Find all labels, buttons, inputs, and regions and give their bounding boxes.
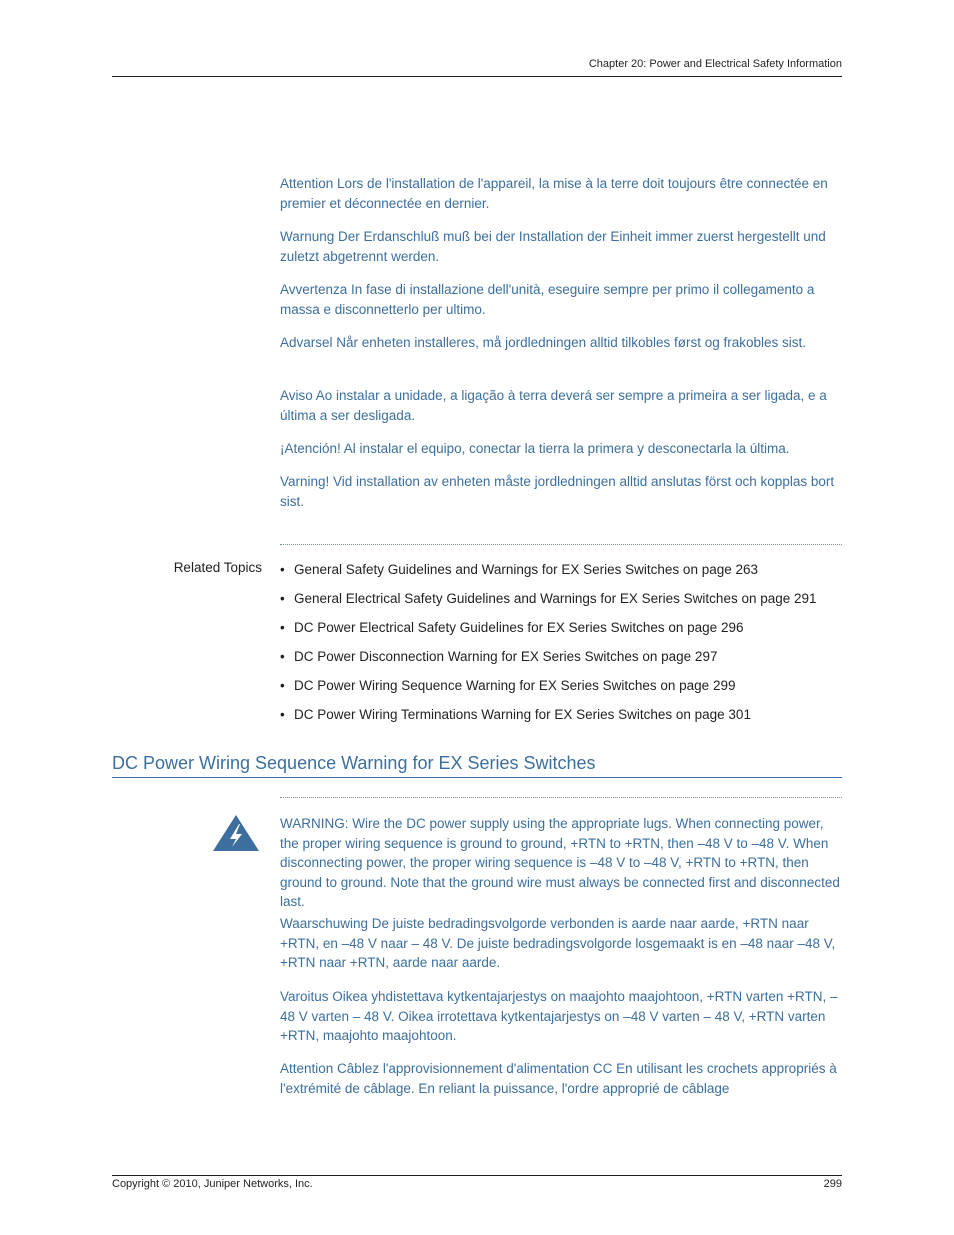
bullet: • bbox=[280, 562, 285, 577]
translation-text: Der Erdanschluß muß bei der Installation der Einheit immer zuerst hergestellt und zuletzt abgetrennt werden. bbox=[280, 229, 826, 264]
translation-text: In fase di installazione dell'unità, eseguire sempre per primo il collegamento a massa e disconnetterlo per ultimo. bbox=[280, 282, 815, 317]
translation-lead: Aviso bbox=[280, 388, 313, 403]
translation-lead: ¡Atención! bbox=[280, 441, 341, 456]
page-number: 299 bbox=[823, 1178, 842, 1190]
bullet: • bbox=[280, 620, 285, 635]
translation-text: De juiste bedradingsvolgorde verbonden is aarde naar aarde, +RTN naar +RTN, en –48 V naar – 48 V. De juiste bedradingsvolgorde losgemaakt is en –48 naar –48 V, +RTN naar +RTN, aarde naar aarde. bbox=[280, 916, 836, 970]
translation-es bbox=[280, 439, 842, 459]
related-topic-link[interactable]: • DC Power Wiring Terminations Warning for EX Series Switches on page 301 bbox=[280, 707, 751, 722]
copyright-text: Copyright © 2010, Juniper Networks, Inc. bbox=[112, 1178, 313, 1190]
bullet: • bbox=[280, 649, 285, 664]
translation-text: Lors de l'installation de l'appareil, la mise à la terre doit toujours être connectée en premier et déconnectée en dernier. bbox=[280, 176, 828, 211]
related-topic-link[interactable]: • General Safety Guidelines and Warnings for EX Series Switches on page 263 bbox=[280, 562, 759, 577]
translation-fr-2 bbox=[280, 1059, 842, 1098]
bullet: • bbox=[280, 678, 285, 693]
translation-text: Ao instalar a unidade, a ligação à terra deverá ser sempre a primeira a ser ligada, e a última a ser desligada. bbox=[280, 388, 827, 423]
dotted-divider bbox=[280, 544, 842, 545]
related-topics-label: Related Topics bbox=[173, 560, 262, 575]
section-title: DC Power Wiring Sequence Warning for EX Series Switches bbox=[112, 751, 842, 778]
running-header: Chapter 20: Power and Electrical Safety Information bbox=[588, 58, 842, 70]
related-topic-link[interactable]: • DC Power Disconnection Warning for EX Series Switches on page 297 bbox=[280, 649, 718, 664]
translation-lead: Waarschuwing bbox=[280, 916, 369, 931]
lightning-warning-icon bbox=[212, 814, 260, 852]
translation-lead: Varning! bbox=[280, 474, 330, 489]
related-topics-list bbox=[280, 560, 850, 734]
translation-nl bbox=[280, 914, 842, 973]
related-topic-link[interactable]: • DC Power Wiring Sequence Warning for EX Series Switches on page 299 bbox=[280, 678, 736, 693]
translation-lead: Advarsel bbox=[280, 335, 333, 350]
translation-lead: Varoitus bbox=[280, 989, 329, 1004]
translation-fi bbox=[280, 987, 842, 1046]
translation-it bbox=[280, 280, 842, 319]
bullet: • bbox=[280, 591, 285, 606]
translation-lead: Attention bbox=[280, 1061, 334, 1076]
footer-rule bbox=[112, 1175, 842, 1176]
translation-text: Câblez l'approvisionnement d'alimentation CC En utilisant les crochets appropriés à l'extrémité de câblage. En reliant la puissance, l'ordre approprié de câblage bbox=[280, 1061, 837, 1096]
header-rule bbox=[112, 76, 842, 77]
translation-lead: Attention bbox=[280, 176, 334, 191]
translation-lead: Avvertenza bbox=[280, 282, 348, 297]
translation-text: Når enheten installeres, må jordledningen alltid tilkobles først og frakobles sist. bbox=[332, 335, 807, 350]
translation-no bbox=[280, 333, 842, 353]
translation-fr bbox=[280, 174, 842, 213]
related-topic-link[interactable]: • DC Power Electrical Safety Guidelines for EX Series Switches on page 296 bbox=[280, 620, 744, 635]
warning-text: WARNING: Wire the DC power supply using the appropriate lugs. When connecting power, the proper wiring sequence is ground to ground, +RTN to +RTN, then –48 V to –48 V. When disconnecting power, the proper wiring sequence is –48 V to –48 V, +RTN to +RTN, then ground to ground. Note that the ground wire must always be connected first and disconnected last. bbox=[280, 816, 840, 909]
related-topic-link[interactable]: • General Electrical Safety Guidelines and Warnings for EX Series Switches on page 291 bbox=[280, 591, 817, 606]
translation-text: Oikea yhdistettava kytkentajarjestys on maajohto maajohtoon, +RTN varten +RTN, –48 V varten – 48 V. Oikea irrotettava kytkentajarjestys on –48 V varten – 48 V, +RTN varten +RTN, maajohto maajohtoon. bbox=[280, 989, 838, 1043]
translation-lead: Warnung bbox=[280, 229, 335, 244]
dotted-divider bbox=[280, 797, 842, 798]
bullet: • bbox=[280, 707, 285, 722]
translation-text: Vid installation av enheten måste jordledningen alltid anslutas först och kopplas bort sist. bbox=[280, 474, 835, 509]
translation-sv bbox=[280, 472, 842, 511]
translation-text: Al instalar el equipo, conectar la tierra la primera y desconectarla la última. bbox=[340, 441, 790, 456]
translation-pt bbox=[280, 386, 842, 425]
translation-de bbox=[280, 227, 842, 266]
